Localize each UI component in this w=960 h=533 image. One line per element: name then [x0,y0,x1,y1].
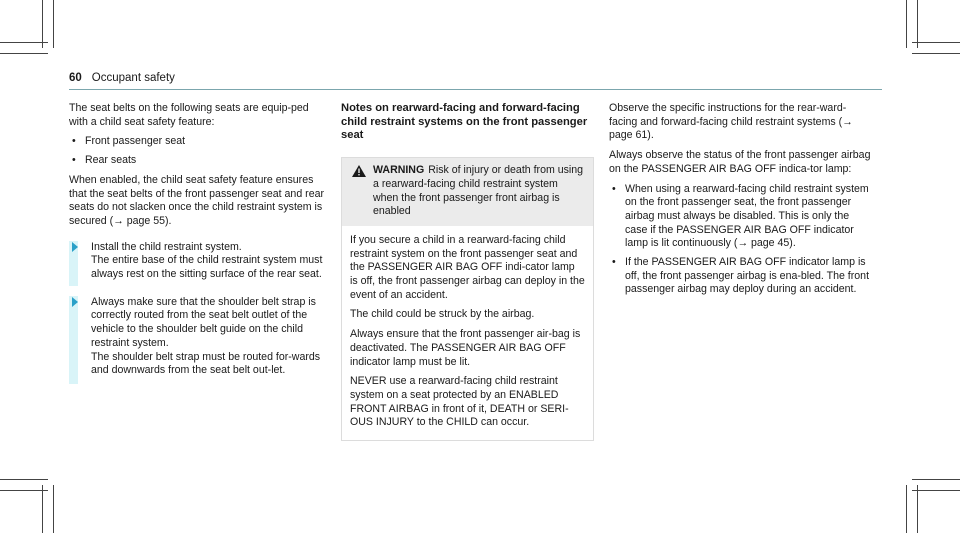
crop-mark [0,42,48,43]
crop-mark [906,0,907,48]
step-bar [69,296,78,384]
enabled-paragraph: When enabled, the child seat safety feature ensures that the seat belts of the front passenger seat and rear seats do not slacken once the child restraint system is secured (→ page 55). [69,173,325,227]
step-text: Always make sure that the shoulder belt strap is correctly routed from the seat belt outlet of the vehicle to the shoulder belt guide on the child restraint system. [91,295,316,349]
section-title: Occupant safety [91,72,175,84]
airbag-list [609,183,871,298]
crop-mark [42,485,43,533]
crop-mark [912,479,960,480]
step-text: Install the child restraint system. [91,240,242,253]
list-item: • Front passenger seat [69,135,324,149]
seat-list [69,135,324,167]
crop-mark [912,490,960,491]
list-item: • Rear seats [69,154,324,168]
step-note: The entire base of the child restraint system must always rest on the sitting surface of the rear seat. [91,254,323,281]
crop-mark [0,479,48,480]
warning-triangle-icon [352,165,366,177]
warning-label: WARNING [373,164,425,177]
observe-paragraph: Observe the specific instructions for the rear-ward-facing and forward-facing child restraint systems (→ page 61). [609,102,853,142]
page-header [69,72,882,86]
crop-mark [53,485,54,533]
instruction-step [69,241,324,282]
crop-mark [42,0,43,48]
warning-paragraph: Always ensure that the front passenger air-bag is deactivated. The PASSENGER AIR BAG OFF indicator lamp must be lit. [350,328,581,368]
warning-body [342,226,593,440]
crop-mark [0,53,48,54]
warning-paragraph: If you secure a child in a rearward-facing child restraint system on the front passenger seat and the PASSENGER AIR BAG OFF indi-cator lamp is off, the front passenger airbag can deploy in the event of an accident. [350,233,585,301]
section-heading: Notes on rearward-facing and forward-facing child restraint systems on the front passenger seat [341,102,588,142]
instruction-step [69,296,324,378]
warning-box [341,157,594,441]
warning-header [342,158,593,226]
middle-column [341,102,594,441]
crop-mark [912,53,960,54]
intro-paragraph: The seat belts on the following seats are equip-ped with a child seat safety feature: [69,102,309,128]
status-paragraph: Always observe the status of the front passenger airbag on the PASSENGER AIR BAG OFF indica-tor lamp: [609,149,871,175]
warning-head-text: Risk of injury or death from using a rearward-facing child restraint system when the front passenger front airbag is enabled [373,164,584,218]
page-number: 60 [69,72,82,84]
crop-mark [906,485,907,533]
right-column [609,102,871,303]
step-arrow-icon [72,242,78,252]
warning-text [373,164,585,219]
left-column [69,102,324,378]
step-note: The shoulder belt strap must be routed for-wards and downwards from the seat belt out-let. [91,350,321,377]
list-item: • When using a rearward-facing child restraint system on the front passenger seat, the front passenger airbag must always be disabled. This is only the case if the PASSENGER AIR BAG OFF indicator lamp is lit continuously (→ page 45). [609,183,871,252]
crop-mark [917,0,918,48]
crop-mark [0,490,48,491]
crop-mark [53,0,54,48]
warning-paragraph: The child could be struck by the airbag. [350,308,535,321]
crop-mark [917,485,918,533]
crop-mark [912,42,960,43]
header-rule [69,89,882,90]
warning-paragraph: NEVER use a rearward-facing child restraint system on a seat protected by an ENABLED FRONT AIRBAG in front of it, DEATH or SERI-OUS INJURY to the CHILD can occur. [350,375,569,429]
list-item: • If the PASSENGER AIR BAG OFF indicator lamp is off, the front passenger airbag is ena-bled. The front passenger airbag may deploy during an accident. [609,256,871,297]
step-arrow-icon [72,297,78,307]
